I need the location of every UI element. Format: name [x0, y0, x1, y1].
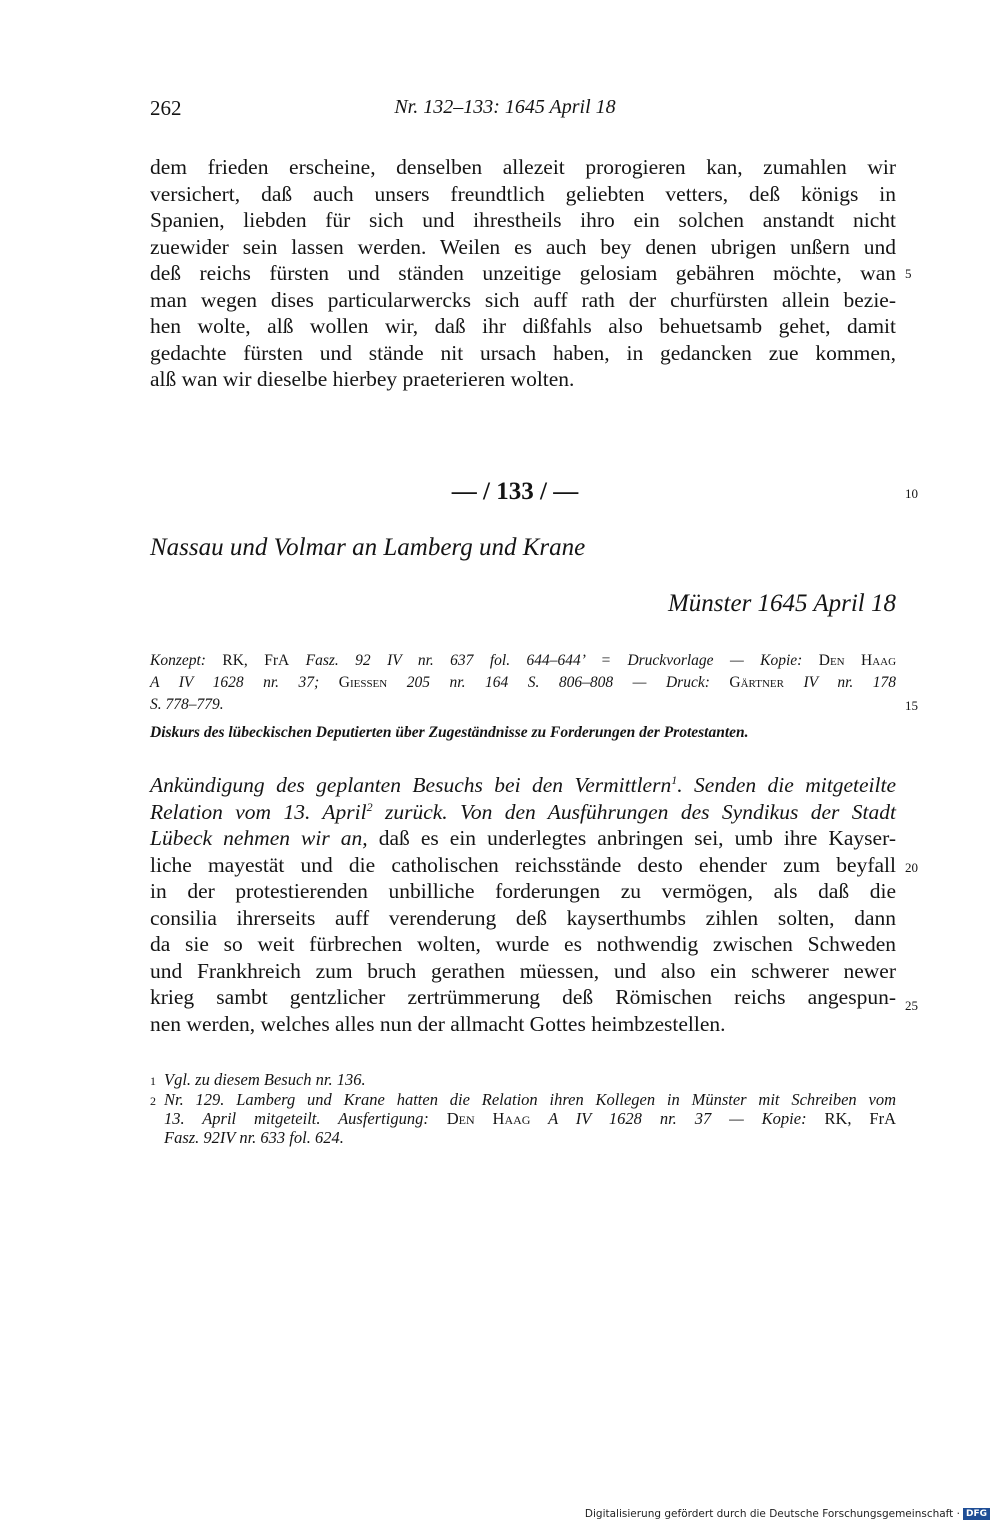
text-line: dem frieden erscheine, denselben allezeit prorogieren kan, zumahlen wir: [150, 155, 896, 179]
text-line: consilia ihrerseits auff verenderung deß kayserthumbs zihlen solten, dann: [150, 905, 896, 930]
dfg-logo: DFG: [963, 1508, 990, 1520]
source-apparatus: [150, 650, 896, 716]
text-line: zuewider sein lassen werden. Weilen es auch bey denen ubrigen unßern und: [150, 234, 896, 259]
document-summary: Diskurs des lübeckischen Deputierten über Zugeständnisse zu Forderungen der Protestanten.: [150, 724, 749, 741]
document-number: — / 133 / —: [451, 478, 579, 505]
text-line: da sie so weit fürbrechen wolten, wurde es nothwendig zwischen Schweden: [150, 932, 896, 956]
text-line: liche mayestät und die catholischen reichsstände desto ehender zum beyfall: [150, 852, 896, 877]
text-line: hen wolte, alß wollen wir, daß ihr dißfahls also behuetsamb gehet, damit: [150, 314, 896, 338]
footnote-2: 2 Nr. 129. Lamberg und Krane hatten die Relation ihren Kollegen in Münster mit Schreiben vom 13. April mitgeteilt. Ausfertigung: Den Haag A IV 1628 nr. 37 — Kopie: RK, FrA Fasz. 92IV nr. 633 fol. 624.: [150, 1090, 897, 1147]
footnote-ref: 2: [366, 799, 373, 814]
footnote-1: 1 Vgl. zu diesem Besuch nr. 136.: [150, 1070, 366, 1089]
text-line: in der protestierenden unbilliche forderungen zu vermögen, als daß die: [150, 879, 896, 903]
text-line: krieg sambt gentzlicher zertrümmerung deß Römischen reichs angespun-: [150, 985, 896, 1009]
document-title: Nassau und Volmar an Lamberg und Krane: [150, 534, 586, 561]
footnote-ref: 1: [671, 772, 678, 787]
line-number: 5: [905, 266, 912, 281]
footnote-mark: 1: [150, 1074, 156, 1088]
text-line: nen werden, welches alles nun der allmacht Gottes heimbzestellen.: [150, 1011, 726, 1036]
footnote-mark: 2: [150, 1094, 156, 1108]
document-body: [150, 772, 896, 1037]
text-line: und Frankhreich zum bruch gerathen müessen, und also ein schwerer newer: [150, 958, 896, 983]
text-line: Ankündigung des geplanten Besuchs bei den Vermittlern$^1$. Senden die mitgeteilte: [150, 772, 896, 797]
line-number: 20: [905, 860, 918, 875]
document-place-date: Münster 1645 April 18: [667, 590, 896, 617]
text-line: versichert, daß auch unsers freundtlich geliebten vetters, deß königs in: [150, 181, 896, 206]
text-line: gedachte fürsten und stände nit ursach haben, in gedancken zue kommen,: [150, 340, 896, 365]
text-line: alß wan wir dieselbe hierbey praeterieren wolten.: [150, 367, 575, 391]
text-line: Lübeck nehmen wir an, daß es ein underlegtes anbringen sei, umb ihre Kayser-: [150, 826, 896, 850]
continuation-paragraph: [150, 154, 896, 393]
source-line: S. 778–779.: [150, 696, 224, 713]
text-line: deß reichs fürsten und ständen unzeitige gelosiam gebähren möchte, wan: [150, 261, 896, 285]
page-number: 262: [150, 96, 182, 120]
running-title: Nr. 132–133: 1645 April 18: [394, 96, 616, 118]
line-number: 15: [905, 698, 918, 713]
text-line: Relation vom 13. April$^2$ zurück. Von den Ausführungen des Syndikus der Stadt: [150, 799, 896, 824]
line-number: 25: [905, 998, 918, 1013]
text-line: man wegen dises particularwercks sich auff rath der churfürsten allein bezie-: [150, 287, 896, 312]
source-line: A IV 1628 nr. 37; Giessen 205 nr. 164 S. 806–808 — Druck: Gärtner IV nr. 178: [150, 674, 897, 691]
funding-note: Digitalisierung gefördert durch die Deutsche Forschungsgemeinschaft · DFG: [585, 1508, 990, 1520]
source-line: Konzept: RK, FrA Fasz. 92 IV nr. 637 fol. 644–644’ = Druckvorlage — Kopie: Den Haag: [150, 652, 897, 669]
text-line: Spanien, liebden für sich und ihrestheils ihro ein solchen anstandt nicht: [150, 208, 896, 232]
line-number: 10: [905, 486, 918, 501]
